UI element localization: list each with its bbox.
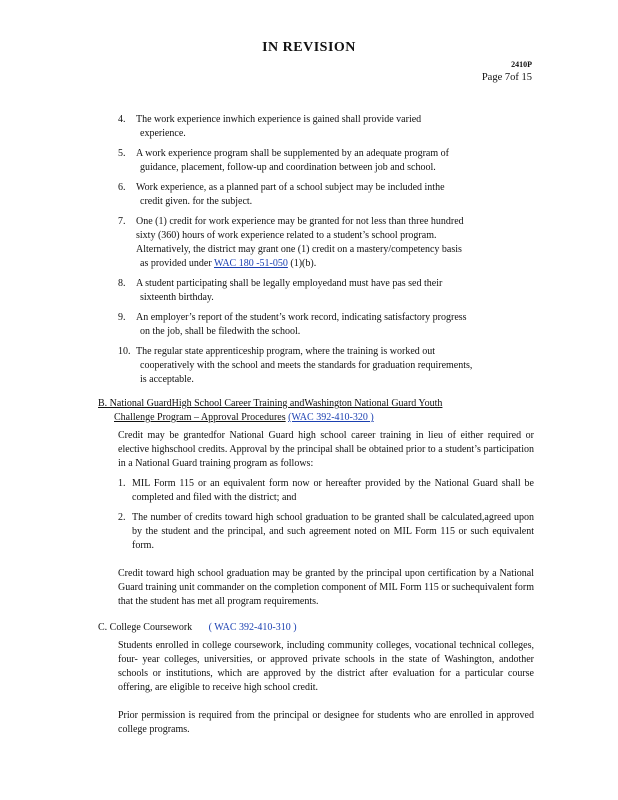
item-line: is acceptable. [140,374,194,385]
item-line: The regular state apprenticeship program, where the training is worked out [136,346,436,357]
list-item [98,147,534,175]
section-c-heading [98,621,534,635]
section-b-heading-line [98,411,534,425]
item-line: sixteenth birthday. [140,292,214,303]
section-c-heading-text: C. College Coursework [98,622,193,633]
item-line: Alternatively, the district may grant one (1) credit on a mastery/competency basis [136,244,462,255]
document-body [98,113,534,743]
section-b-intro: Credit may be grantedfor National Guard high school career training in lieu of either required or elective highschool credits. Approval by the principal shall be obtained prior to a student’s participation in a National Guard training program as follows: [118,430,534,469]
item-line: guidance, placement, follow-up and coordination between job and school. [140,162,436,173]
page-title: IN REVISION [262,40,356,55]
list-item [98,181,534,209]
list-item [98,345,534,387]
item-line: An employer’s report of the student’s work record, indicating satisfactory progress [136,312,467,323]
item-number: 4. [118,114,126,125]
list-item [98,477,534,505]
item-number: 10. [118,346,131,357]
policy-code: 2410P [511,60,532,69]
list-item [98,113,534,141]
item-line: experience. [140,128,186,139]
item-line [136,257,534,271]
item-number: 1. [118,478,126,489]
item-line: credit given. for the subject. [140,196,253,207]
item-line: sixty (360) hours of work experience related to a student’s school program. [136,230,437,241]
item-line: A student participating shall be legally employedand must have pas sed their [136,278,443,289]
requirements-list [98,113,534,387]
wac-link[interactable]: (WAC 392-410-320 ) [288,412,374,423]
item-text: as provided under [140,258,212,269]
section-b-list [98,477,534,553]
item-number: 7. [118,216,126,227]
section-c-paragraph: Prior permission is required from the principal or designee for students who are enrolled in approved college programs. [118,710,534,735]
item-line: Work experience, as a planned part of a school subject may be included inthe [136,182,445,193]
item-number: 6. [118,182,126,193]
list-item [98,215,534,271]
item-line: cooperatively with the school and meets the standards for graduation requirements, [140,360,473,371]
section-b-closing: Credit toward high school graduation may be granted by the principal upon certification by a National Guard training unit commander on the completion component of MIL Form 115 or suchequivalent form that the student has met all program requirements. [118,568,534,607]
item-text: (1)(b). [290,258,317,269]
wac-link[interactable]: WAC 180 -51-050 [213,258,288,269]
list-item [98,311,534,339]
section-b-heading [98,397,534,425]
list-item [98,277,534,305]
section-b-heading-text: Challenge Program – Approval Procedures [114,412,286,423]
item-line: The work experience inwhich experience is gained shall provide varied [136,114,422,125]
wac-link[interactable]: ( WAC 392-410-310 ) [208,622,297,633]
list-item [98,511,534,553]
item-line: A work experience program shall be supplemented by an adequate program of [136,148,449,159]
item-text: MIL Form 115 or an equivalent form now or hereafter provided by the National Guard shall be completed and filed with the district; and [132,478,534,503]
item-number: 9. [118,312,126,323]
section-c-paragraph: Students enrolled in college coursework, including community colleges, vocational technical colleges, four- year colleges, universities, or approved private schools in the state of Washington, andother schools or institutions, which are approved by the district after evaluation for a particular course offering, are eligible to receive high school credit. [118,640,534,693]
item-line: One (1) credit for work experience may be granted for not less than three hundred [136,216,464,227]
item-number: 8. [118,278,126,289]
item-text: The number of credits toward high school graduation to be granted shall be calculated,agreed upon by the student and the principal, and such agreement noted on MIL Form 115 or such equivalent form. [132,512,534,551]
item-line: on the job, shall be filedwith the school. [140,326,301,337]
section-b-heading-line: B. National GuardHigh School Career Training andWashington National Guard Youth [98,398,443,409]
page-number: Page 7of 15 [481,72,532,83]
item-number: 5. [118,148,126,159]
item-number: 2. [118,512,126,523]
